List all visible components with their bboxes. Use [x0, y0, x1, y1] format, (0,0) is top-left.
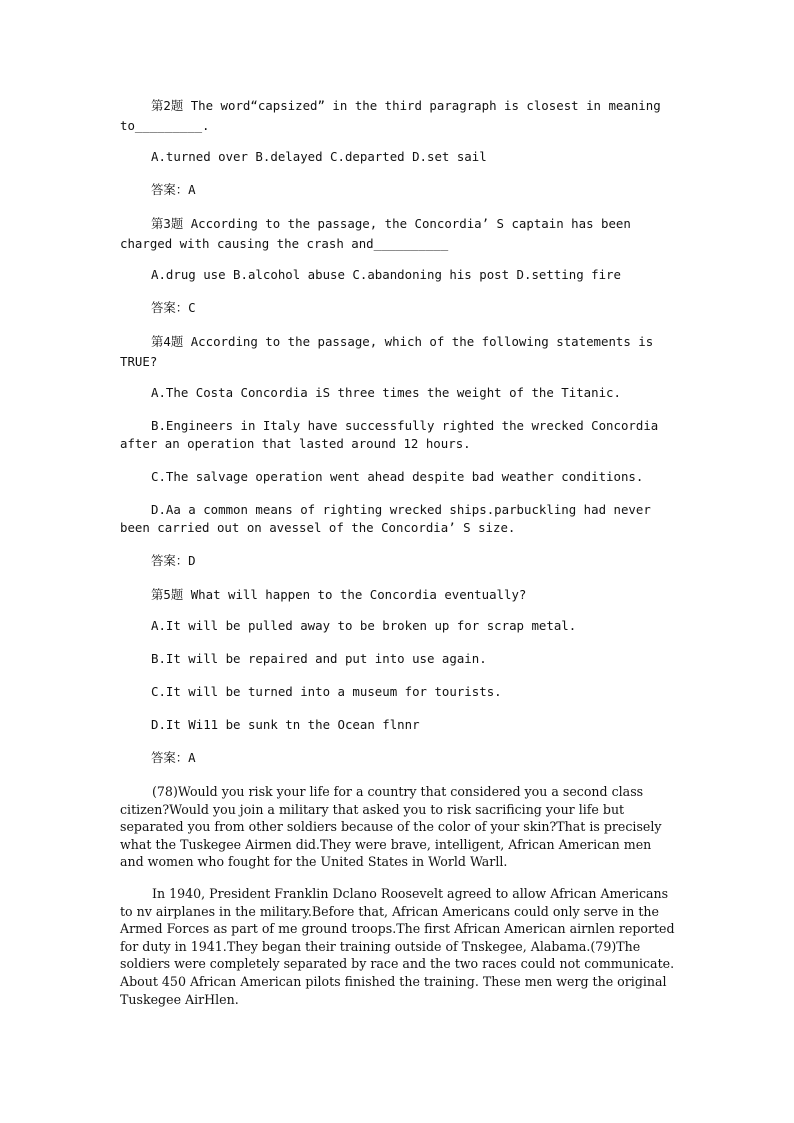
- question-5-option-d: D.It Wi11 be sunk tn the Ocean flnnr: [151, 717, 420, 732]
- question-4-option-b: B.Engineers in Italy have successfully righted the wrecked Concordia after an operation that lasted around 12 hours.: [120, 418, 659, 451]
- question-3-answer: 答案：C: [151, 300, 196, 315]
- question-4-answer: 答案：D: [151, 553, 196, 568]
- question-3-stem: 第3题 According to the passage, the Concordia’ S captain has been charged with causing the crash and__________: [120, 216, 631, 251]
- question-4-option-c: C.The salvage operation went ahead despite bad weather conditions.: [151, 469, 644, 484]
- question-3-options: A.drug use B.alcohol abuse C.abandoning his post D.setting fire: [151, 267, 621, 282]
- question-5-option-c: C.It will be turned into a museum for tourists.: [151, 684, 502, 699]
- question-5-option-a: A.It will be pulled away to be broken up for scrap metal.: [151, 618, 577, 633]
- question-5-stem: 第5题 What will happen to the Concordia eventually?: [151, 587, 527, 602]
- question-2-answer: 答案：A: [151, 182, 196, 197]
- question-4-option-a: A.The Costa Concordia iS three times the weight of the Titanic.: [151, 385, 621, 400]
- passage-paragraph-2: In 1940, President Franklin Dclano Roosevelt agreed to allow African Americans to nv airplanes in the military.Before that, African Americans could only serve in the Armed Forces as part of me ground troops.The first African American airnlen reported for duty in 1941.They began their training outside of Tnskegee, Alabama.(79)The soldiers were completely separated by race and the two races could not communicate. About 450 African American pilots finished the training. These men werg the original Tuskegee AirHlen.: [120, 885, 675, 1007]
- question-2-stem: 第2题 The word“capsized” in the third paragraph is closest in meaning to_________.: [120, 98, 661, 133]
- document-page: [120, 96, 676, 1008]
- question-2-options: A.turned over B.delayed C.departed D.set sail: [151, 149, 487, 164]
- question-4-option-d: D.Aa a common means of righting wrecked ships.parbuckling had never been carried out on avessel of the Concordia’ S size.: [120, 502, 651, 535]
- question-5-answer: 答案：A: [151, 750, 196, 765]
- question-5-option-b: B.It will be repaired and put into use again.: [151, 651, 487, 666]
- question-4-stem: 第4题 According to the passage, which of the following statements is TRUE?: [120, 334, 654, 369]
- passage-paragraph-1: (78)Would you risk your life for a country that considered you a second class citizen?Would you join a military that asked you to risk sacrificing your life but separated you from other soldiers because of the color of your skin?That is precisely what the Tuskegee Airmen did.They were brave, intelligent, African American men and women who fought for the United States in World Warll.: [120, 784, 662, 870]
